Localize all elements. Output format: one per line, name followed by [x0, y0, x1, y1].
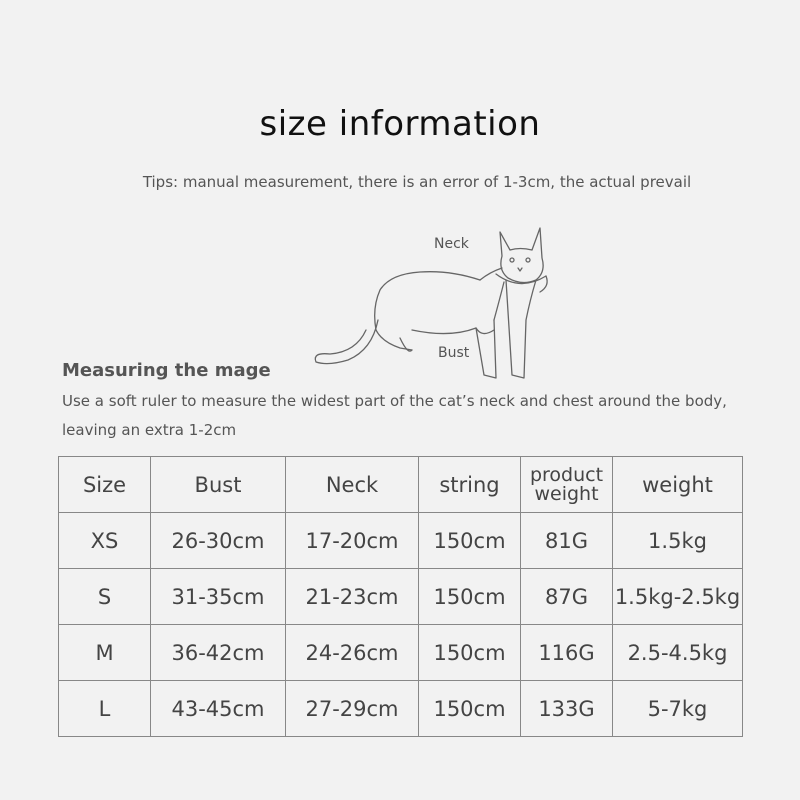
header-weight: weight [613, 457, 743, 513]
neck-label: Neck [434, 236, 469, 252]
cell-neck: 21-23cm [286, 569, 419, 625]
header-product-weight-line1: product [529, 463, 604, 486]
cell-product-weight: 81G [521, 513, 613, 569]
cell-neck: 27-29cm [286, 681, 419, 737]
table-row [59, 681, 743, 737]
cell-size: L [59, 681, 151, 737]
table-row [59, 569, 743, 625]
cell-bust: 31-35cm [151, 569, 286, 625]
cell-size: S [59, 569, 151, 625]
cell-product-weight: 133G [521, 681, 613, 737]
measuring-line-1: Use a soft ruler to measure the widest part of the cat’s neck and chest around the body, [62, 392, 727, 410]
size-table [58, 456, 743, 737]
header-product-weight-line2: weight [534, 482, 599, 505]
cell-product-weight: 87G [521, 569, 613, 625]
table-header-row [59, 457, 743, 513]
header-string: string [419, 457, 521, 513]
bust-label: Bust [438, 345, 470, 361]
table-row [59, 625, 743, 681]
cell-string: 150cm [419, 513, 521, 569]
cell-string: 150cm [419, 681, 521, 737]
cell-string: 150cm [419, 569, 521, 625]
cat-outline-icon [300, 220, 560, 390]
cell-size: XS [59, 513, 151, 569]
cell-weight: 1.5kg [613, 513, 743, 569]
header-size: Size [59, 457, 151, 513]
cell-weight: 2.5-4.5kg [613, 625, 743, 681]
cell-string: 150cm [419, 625, 521, 681]
cell-product-weight: 116G [521, 625, 613, 681]
measuring-heading: Measuring the mage [62, 360, 271, 381]
measuring-line-2: leaving an extra 1-2cm [62, 421, 237, 439]
header-bust: Bust [151, 457, 286, 513]
cell-size: M [59, 625, 151, 681]
cell-bust: 36-42cm [151, 625, 286, 681]
table-row [59, 513, 743, 569]
cell-neck: 17-20cm [286, 513, 419, 569]
page-title: size information [259, 104, 541, 144]
cell-bust: 26-30cm [151, 513, 286, 569]
tips-text: Tips: manual measurement, there is an error of 1-3cm, the actual prevail [142, 173, 692, 191]
cat-diagram [300, 220, 560, 390]
cell-bust: 43-45cm [151, 681, 286, 737]
cell-neck: 24-26cm [286, 625, 419, 681]
cell-weight: 1.5kg-2.5kg [613, 569, 743, 625]
header-neck: Neck [286, 457, 419, 513]
header-product-weight [521, 457, 613, 513]
cell-weight: 5-7kg [613, 681, 743, 737]
